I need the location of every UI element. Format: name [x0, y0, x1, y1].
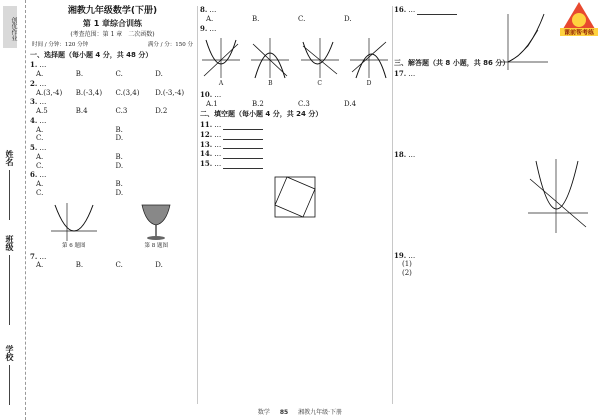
question-text: … — [39, 116, 47, 125]
question-number: 11. — [200, 120, 213, 129]
question-number: 6. — [30, 170, 38, 180]
section-heading: 三、解答题（共 8 小题，共 86 分） — [394, 58, 510, 67]
name-line — [9, 170, 10, 220]
option[interactable]: B. — [115, 152, 123, 161]
class-line — [9, 255, 10, 325]
question-number: 18. — [394, 149, 407, 159]
question-text: … — [39, 144, 47, 153]
exam-scope: (考查范围：第 1 章 二次函数) — [70, 31, 155, 39]
logo-badge-icon — [558, 0, 600, 38]
option[interactable]: A. — [36, 180, 44, 189]
option[interactable]: A. — [36, 70, 44, 79]
option[interactable]: D.4 — [344, 99, 357, 108]
question-text: … — [408, 251, 416, 260]
figure-q8 — [136, 201, 176, 250]
option[interactable]: A.5 — [36, 107, 48, 116]
question — [394, 252, 594, 278]
question-text: … — [214, 130, 222, 139]
question — [200, 150, 390, 159]
sub-parts — [394, 260, 594, 278]
option[interactable]: A. — [36, 125, 44, 134]
question-text: … — [214, 90, 222, 99]
name-label: 姓名 — [5, 150, 14, 166]
figure-row — [30, 201, 195, 250]
question-text: … — [209, 24, 217, 33]
question-number: 16. — [394, 5, 407, 14]
exam-meta — [32, 42, 193, 49]
question-text: … — [39, 98, 47, 107]
graph-label: A — [218, 80, 224, 88]
option[interactable]: A. — [36, 152, 44, 161]
column-divider — [197, 6, 198, 404]
question-number: 9. — [200, 23, 208, 33]
option[interactable]: C.3 — [298, 99, 310, 108]
graph-b-icon — [249, 36, 291, 80]
class-label: 班级 — [5, 235, 14, 251]
sub-part: (1) — [402, 260, 412, 269]
option[interactable]: A. — [206, 14, 214, 23]
options — [30, 70, 195, 79]
series-tag: 创优作业 — [3, 6, 17, 48]
school-line — [9, 365, 10, 405]
column-3 — [394, 0, 594, 408]
option[interactable]: C. — [36, 134, 44, 143]
option[interactable]: D. — [115, 161, 124, 170]
question-number: 19. — [394, 250, 407, 260]
option[interactable]: B. — [252, 14, 260, 23]
graph-label: D — [366, 80, 372, 88]
question-text: … — [39, 61, 47, 70]
school-label: 学校 — [5, 345, 14, 361]
graph-option[interactable] — [249, 36, 291, 88]
question-text: … — [214, 140, 222, 149]
question-text: … — [214, 160, 222, 168]
answer-blank[interactable] — [223, 153, 263, 159]
question — [200, 6, 390, 24]
option[interactable]: B. — [75, 261, 84, 270]
question-text: … — [214, 121, 222, 129]
options — [200, 15, 390, 24]
option[interactable]: B. — [75, 70, 84, 79]
exam-title: 湘教九年级数学(下册) — [67, 6, 158, 16]
option[interactable]: C. — [115, 261, 123, 270]
answer-blank[interactable] — [223, 163, 263, 169]
question-number: 12. — [200, 129, 213, 139]
question-text: … — [408, 6, 416, 14]
answer-blank[interactable] — [223, 124, 263, 130]
question-number: 2. — [30, 78, 38, 88]
graph-option[interactable] — [200, 36, 242, 88]
question — [200, 25, 390, 34]
figure-caption: 第 8 题图 — [144, 242, 168, 249]
options — [30, 153, 195, 171]
question-number: 5. — [30, 143, 38, 153]
question-text: … — [214, 150, 222, 159]
option[interactable]: B.2 — [252, 99, 264, 108]
question — [30, 144, 195, 170]
question-text: … — [39, 252, 47, 261]
options — [30, 89, 195, 98]
graph-a-icon — [200, 36, 242, 80]
answer-blank[interactable] — [223, 134, 263, 140]
full-score: 满分 / 分：150 分 — [147, 41, 193, 48]
square-efgh-figure-icon — [265, 172, 325, 222]
column-1 — [30, 0, 195, 408]
option[interactable]: D.(-3,-4) — [155, 88, 185, 97]
option[interactable]: C. — [36, 188, 44, 197]
question-number: 1. — [30, 60, 38, 70]
parabola-points-figure-icon — [500, 12, 550, 72]
section-heading: 一、选择题（每小题 4 分，共 48 分） — [30, 50, 153, 59]
question-number: 14. — [200, 149, 213, 159]
column-2 — [200, 0, 390, 408]
question-text: … — [39, 171, 47, 180]
question-number: 3. — [30, 97, 38, 107]
option[interactable]: D. — [115, 134, 124, 143]
graph-option[interactable] — [348, 36, 390, 88]
footer-subject: 数学 — [257, 409, 270, 416]
figure-q6 — [49, 201, 99, 250]
question — [30, 98, 195, 116]
option-graphs — [200, 36, 390, 88]
question-text: … — [39, 79, 47, 88]
question-number: 15. — [200, 159, 213, 168]
question-text: … — [408, 150, 416, 159]
brand-logo — [558, 0, 600, 38]
option[interactable]: B. — [115, 180, 123, 189]
sub-part: (2) — [402, 269, 412, 277]
question-number: 4. — [30, 115, 38, 125]
options — [200, 100, 390, 109]
footer-book: 湘教九年级·下册 — [298, 409, 343, 416]
options — [30, 180, 195, 198]
question-number: 10. — [200, 89, 213, 99]
parabola-line-figure-icon — [526, 157, 590, 235]
option[interactable]: D.2 — [155, 107, 168, 116]
option[interactable]: C.(3,4) — [115, 88, 140, 97]
question — [200, 160, 390, 222]
graph-c-icon — [299, 36, 341, 80]
question — [30, 61, 195, 79]
option[interactable]: C. — [298, 14, 306, 23]
column-divider — [392, 6, 393, 404]
option[interactable]: B. — [115, 125, 123, 134]
question — [394, 151, 594, 251]
option[interactable]: D. — [155, 261, 163, 270]
option[interactable]: A. — [36, 261, 44, 270]
option[interactable]: D. — [344, 14, 352, 23]
option[interactable]: D. — [115, 188, 124, 197]
page-footer — [0, 409, 600, 420]
goblet-icon — [136, 201, 176, 243]
question-number: 17. — [394, 68, 407, 78]
graph-label: B — [268, 80, 273, 88]
question — [200, 141, 390, 150]
option[interactable]: C. — [115, 70, 123, 79]
parabola-graph-icon — [49, 201, 99, 243]
question-number: 7. — [30, 251, 38, 261]
option[interactable]: C.3 — [115, 107, 128, 116]
exam-subtitle: 第 1 章综合训练 — [82, 19, 143, 29]
figure-caption: 第 6 题图 — [62, 242, 86, 249]
question — [394, 70, 594, 150]
student-info-strip — [0, 0, 26, 420]
option[interactable]: B.(-3,4) — [75, 88, 103, 97]
page-number: 85 — [279, 409, 289, 416]
answer-blank[interactable] — [417, 9, 457, 15]
option[interactable]: A.1 — [206, 99, 218, 108]
question — [30, 117, 195, 143]
question — [30, 253, 195, 271]
graph-option[interactable] — [299, 36, 341, 88]
question-text: … — [209, 6, 217, 14]
question-number: 13. — [200, 139, 213, 149]
time-limit: 时间 / 分钟：120 分钟 — [32, 41, 89, 48]
answer-blank[interactable] — [223, 143, 263, 149]
option[interactable]: B.4 — [75, 107, 88, 116]
graph-d-icon — [348, 36, 390, 80]
question — [200, 91, 390, 109]
options — [30, 126, 195, 144]
section-heading: 二、填空题（每小题 4 分，共 24 分） — [200, 110, 323, 119]
question-text: … — [408, 69, 416, 78]
question — [30, 171, 195, 197]
question — [200, 121, 390, 130]
option[interactable]: C. — [36, 161, 44, 170]
logo-text: 课前帮考练 — [563, 29, 595, 37]
question — [30, 80, 195, 98]
option[interactable]: D. — [155, 70, 163, 79]
options — [30, 261, 195, 270]
option[interactable]: A.(3,-4) — [36, 88, 63, 97]
options — [30, 107, 195, 116]
graph-label: C — [317, 80, 322, 88]
question-number: 8. — [200, 5, 208, 14]
question — [200, 131, 390, 140]
